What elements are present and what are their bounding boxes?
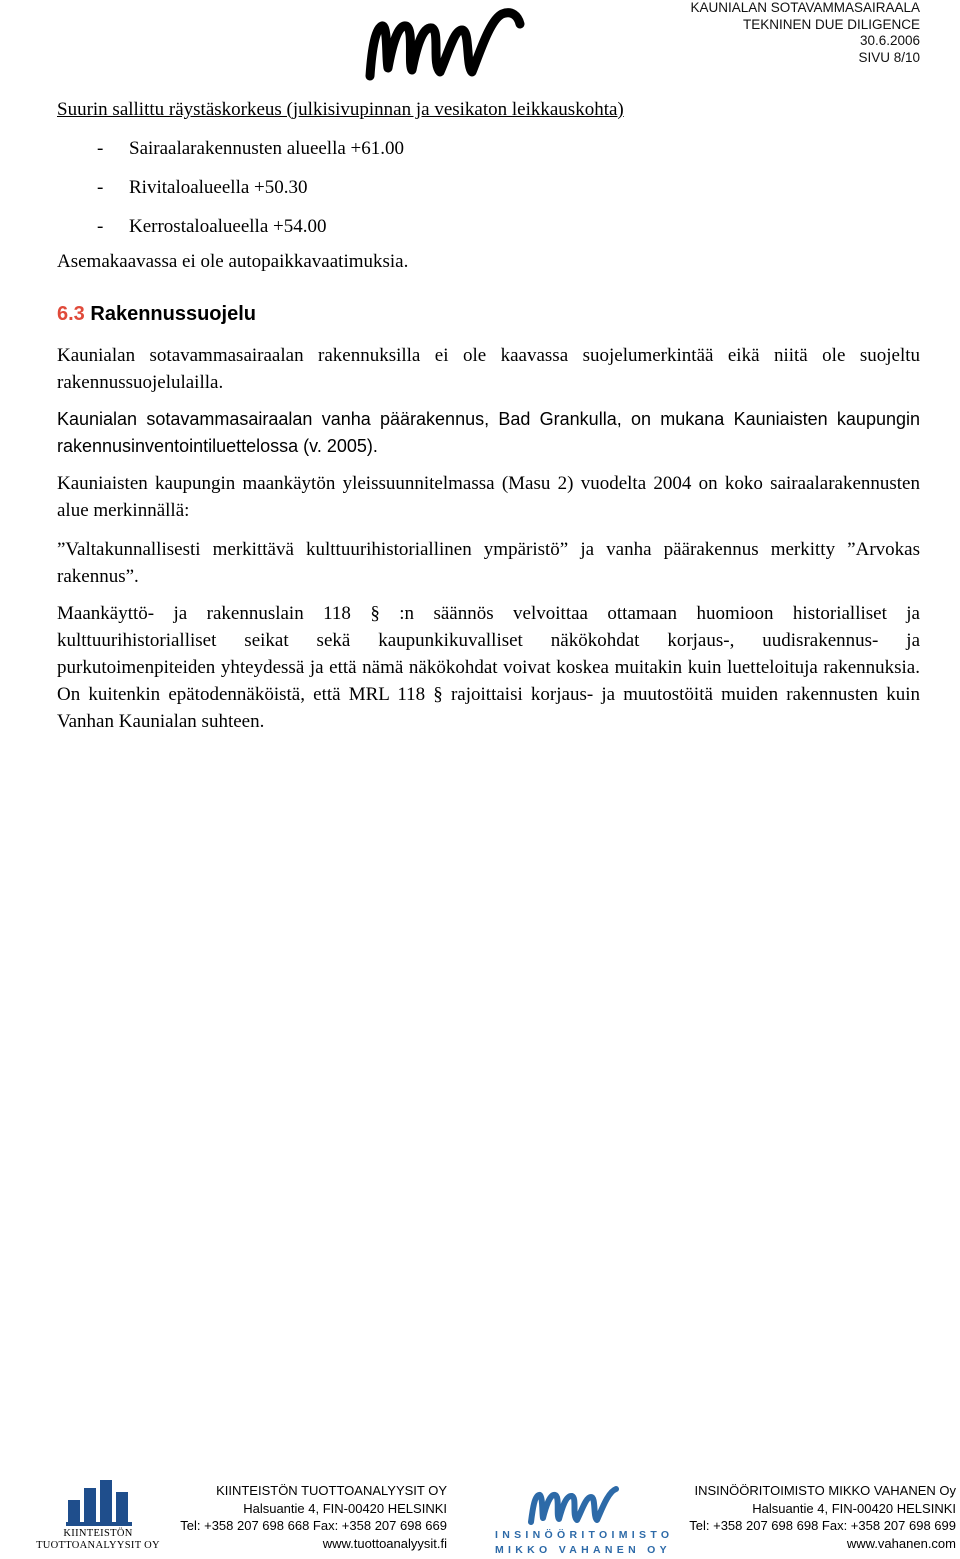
list-marker: - <box>97 177 104 198</box>
list-marker: - <box>97 216 104 237</box>
kta-company: KIINTEISTÖN TUOTTOANALYYSIT OY <box>216 1483 447 1498</box>
mv-phone: Tel: +358 207 698 698 Fax: +358 207 698 699 <box>689 1518 956 1533</box>
quote: ”Valtakunnallisesti merkittävä kulttuurihistoriallinen ympäristö” ja vanha päärakennus merkitty ”Arvokas rakennus”. <box>57 539 920 587</box>
footer-mv-contact <box>689 1482 956 1552</box>
kta-web-link[interactable]: www.tuottoanalyysit.fi <box>322 1535 447 1551</box>
footer-kta-contact <box>180 1482 447 1552</box>
list-item: - Rivitaloalueella +50.30 <box>129 168 920 207</box>
header-project: KAUNIALAN SOTAVAMMASAIRAALA <box>690 0 920 15</box>
list-item: - Kerrostaloalueella +54.00 <box>129 207 920 246</box>
header-page: SIVU 8/10 <box>858 49 920 65</box>
paragraph-3: Kauniaisten kaupungin maankäytön yleissuunnitelmassa (Masu 2) vuodelta 2004 on koko sairaalarakennusten alue merkinnällä: <box>57 473 920 521</box>
mv-footer-logo <box>495 1484 674 1556</box>
paragraph-2: Kaunialan sotavammasairaalan vanha päärakennus, Bad Grankulla, on mukana Kauniaisten kaupungin rakennusinventointiluettelossa (v. 2005). <box>57 409 920 456</box>
kta-logo-icon <box>66 1478 136 1528</box>
document-body <box>57 96 920 735</box>
eaves-list <box>97 129 920 246</box>
list-item: - Sairaalarakennusten alueella +61.00 <box>129 129 920 168</box>
mv-footer-logo-icon <box>495 1484 665 1528</box>
section-title: Rakennussuojelu <box>90 303 256 325</box>
parking-note: Asemakaavassa ei ole autopaikkavaatimuksia. <box>57 251 409 272</box>
header-report-type: TEKNINEN DUE DILIGENCE <box>742 16 920 32</box>
mv-web-link[interactable]: www.vahanen.com <box>846 1535 956 1551</box>
eaves-title: Suurin sallittu räystäskorkeus (julkisivupinnan ja vesikaton leikkauskohta) <box>57 99 624 120</box>
kta-logo <box>28 1478 168 1556</box>
header-date: 30.6.2006 <box>859 33 920 48</box>
kta-logo-line2: TUOTTOANALYYSIT OY <box>36 1540 160 1551</box>
list-marker: - <box>97 138 104 159</box>
mv-logo-line2: MIKKO VAHANEN OY <box>495 1544 671 1556</box>
section-heading <box>57 301 920 328</box>
kta-phone: Tel: +358 207 698 668 Fax: +358 207 698 669 <box>180 1518 447 1533</box>
mv-address: Halsuantie 4, FIN-00420 HELSINKI <box>752 1500 956 1516</box>
mv-company: INSINÖÖRITOIMISTO MIKKO VAHANEN Oy <box>694 1483 956 1498</box>
mv-logo-line1: INSINÖÖRITOIMISTO <box>495 1529 674 1541</box>
section-number: 6.3 <box>57 303 85 325</box>
kta-address: Halsuantie 4, FIN-00420 HELSINKI <box>243 1500 447 1516</box>
mv-logo-icon <box>362 6 530 90</box>
header-info <box>690 0 920 66</box>
kta-logo-line1: KIINTEISTÖN <box>63 1528 133 1539</box>
page-footer <box>0 1470 960 1559</box>
paragraph-1: Kaunialan sotavammasairaalan rakennuksilla ei ole kaavassa suojelumerkintää eikä niitä ole suojeltu rakennussuojelulailla. <box>57 345 920 393</box>
paragraph-4: Maankäyttö- ja rakennuslain 118 § :n säännös velvoittaa ottamaan huomioon historialliset ja kulttuurihistorialliset seikat sekä kaupunkikuvalliset näkökohdat korjaus-, uudisrakennus- ja purkutoimenpiteiden yhteydessä ja että nämä näkökohdat voivat koskea muitakin kuin luetteloituja rakennuksia. On kuitenkin epätodennäköistä, että MRL 118 § rajoittaisi korjaus- ja muutostöitä muiden rakennusten kuin Vanhan Kaunialan suhteen. <box>57 603 920 732</box>
